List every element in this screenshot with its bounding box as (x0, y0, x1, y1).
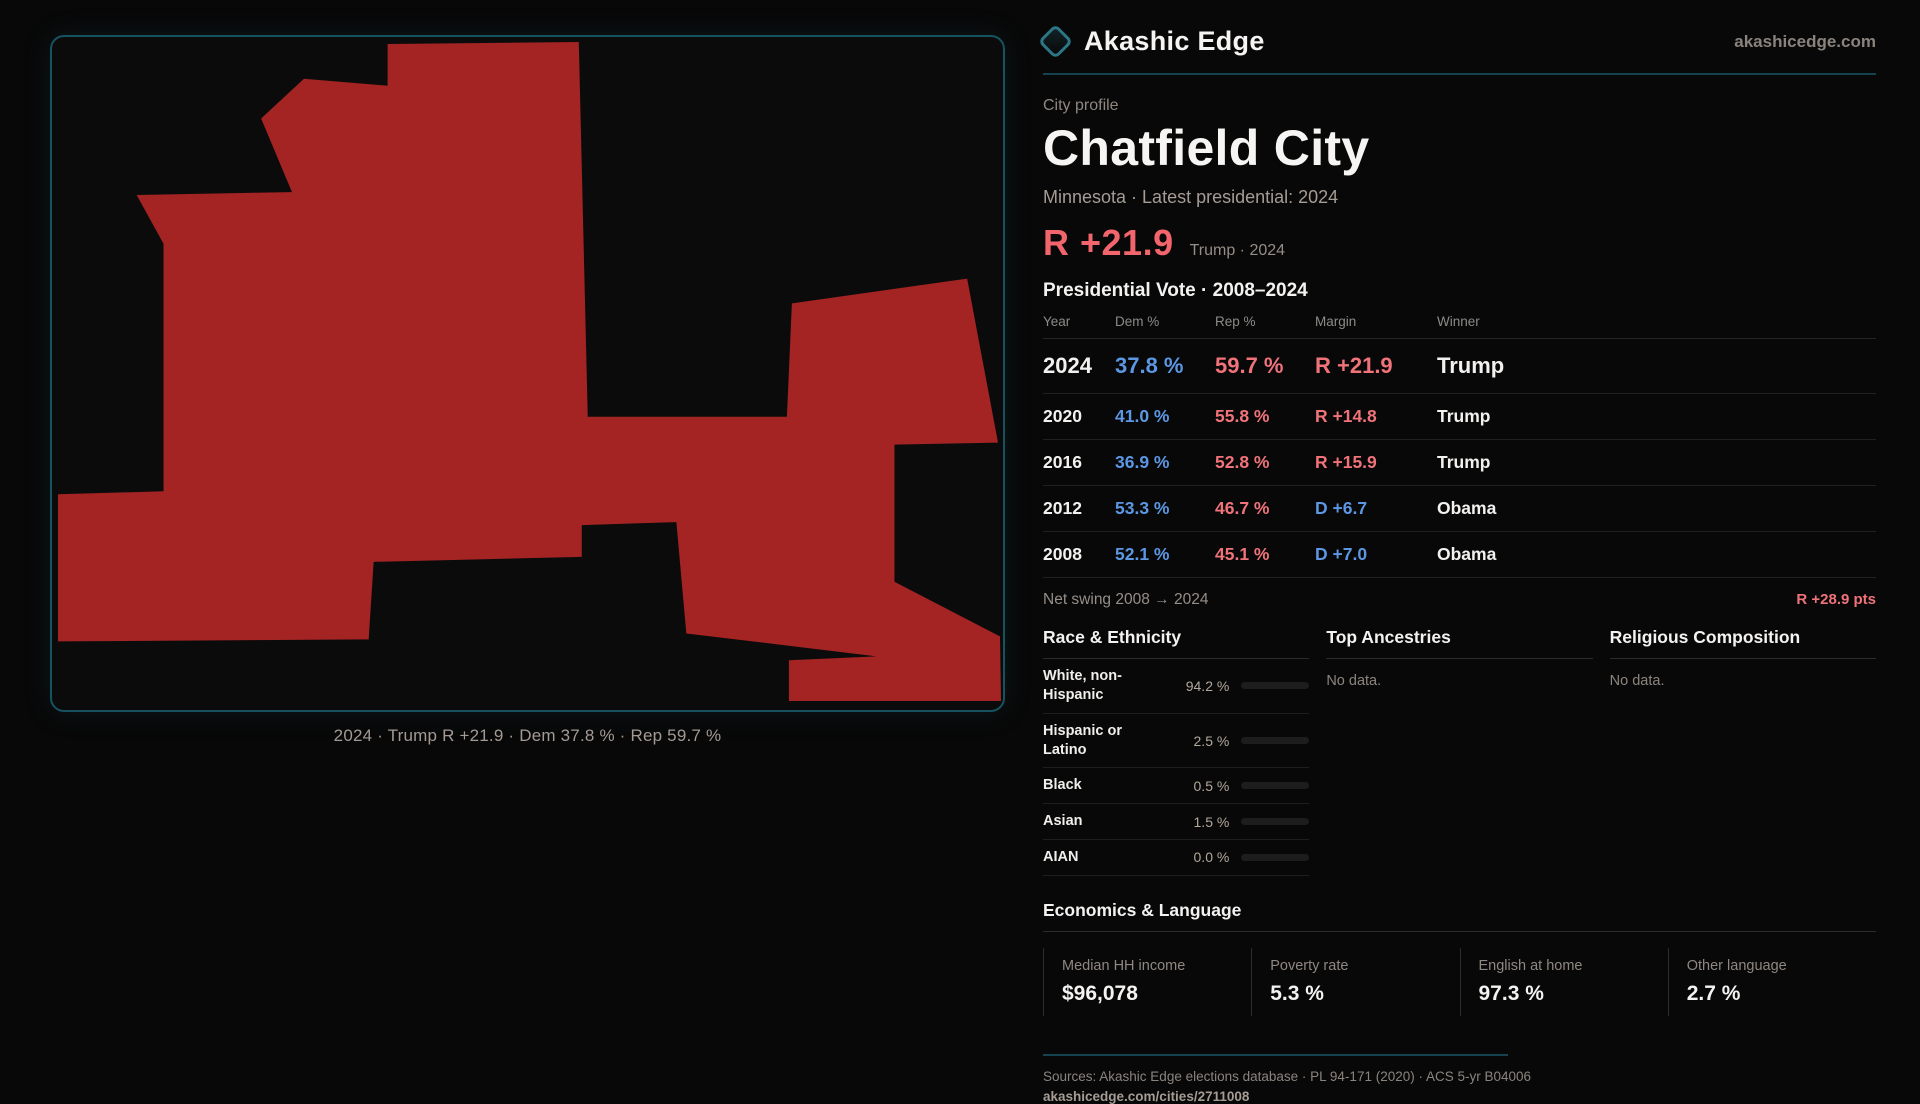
vote-row-2008 (1043, 532, 1876, 578)
page-subtitle: Minnesota · Latest presidential: 2024 (1043, 187, 1339, 207)
net-swing-value: R +28.9 pts (1796, 591, 1876, 608)
rep-cell: 55.8 % (1215, 406, 1270, 426)
stat-poverty-rate (1251, 948, 1459, 1016)
race-section (1043, 627, 1309, 876)
footer (1043, 1054, 1876, 1104)
headline-margin: R +21.9 (1043, 222, 1174, 263)
vote-table-title: Presidential Vote · 2008–2024 (1043, 280, 1308, 301)
dem-cell: 37.8 % (1115, 353, 1184, 378)
page-title: Chatfield City (1043, 120, 1370, 176)
winner-cell: Obama (1437, 544, 1497, 564)
winner-cell: Trump (1437, 452, 1491, 472)
column-header-dem: Dem % (1115, 314, 1160, 329)
vote-table-header (1043, 314, 1876, 339)
race-bar (1241, 782, 1309, 789)
ancestries-section (1326, 627, 1592, 876)
sources-text: Sources: Akashic Edge elections database · PL 94-171 (2020) · ACS 5-yr B04006 (1043, 1068, 1532, 1084)
site-domain-link[interactable]: akashicedge.com (1734, 31, 1876, 51)
race-bar (1241, 737, 1309, 744)
brand (1043, 26, 1265, 57)
stat-other-language (1668, 948, 1876, 1016)
stat-label: English at home (1478, 957, 1583, 974)
stat-value: 5.3 % (1270, 981, 1324, 1005)
stat-median-income (1043, 948, 1251, 1016)
city-boundary-polygon (58, 42, 1001, 701)
stat-english-at-home (1460, 948, 1668, 1016)
net-swing-label: Net swing 2008 → 2024 (1043, 591, 1209, 608)
margin-cell: R +15.9 (1315, 452, 1377, 472)
map-caption: 2024 · Trump R +21.9 · Dem 37.8 % · Rep 59.7 % (333, 726, 722, 745)
vote-row-2020 (1043, 394, 1876, 440)
year-cell: 2008 (1043, 544, 1082, 564)
race-value: 1.5 % (1193, 813, 1230, 830)
city-map-panel (50, 35, 1005, 712)
stat-label: Median HH income (1062, 957, 1186, 974)
vote-row-2016 (1043, 440, 1876, 486)
permalink-link[interactable]: akashicedge.com/cities/2711008 (1043, 1088, 1250, 1104)
year-cell: 2016 (1043, 452, 1082, 472)
race-value: 94.2 % (1185, 677, 1230, 694)
column-header-winner: Winner (1437, 314, 1480, 329)
dem-cell: 36.9 % (1115, 452, 1170, 472)
winner-cell: Trump (1437, 353, 1505, 378)
column-header-year: Year (1043, 314, 1071, 329)
city-map (52, 37, 1003, 710)
brand-name: Akashic Edge (1084, 26, 1265, 56)
brand-diamond-icon (1038, 24, 1073, 59)
dem-cell: 53.3 % (1115, 498, 1170, 518)
race-value: 0.0 % (1193, 849, 1230, 866)
race-row (1043, 768, 1309, 804)
religion-section (1610, 627, 1876, 876)
header (1043, 26, 1876, 75)
year-cell: 2024 (1043, 353, 1092, 378)
race-row (1043, 659, 1309, 714)
race-bar (1241, 854, 1309, 861)
race-value: 2.5 % (1193, 732, 1230, 749)
race-row (1043, 804, 1309, 840)
race-bar (1241, 682, 1309, 689)
stat-label: Poverty rate (1270, 957, 1349, 974)
headline (1043, 222, 1876, 264)
race-label: AIAN (1043, 849, 1079, 866)
dem-cell: 41.0 % (1115, 406, 1170, 426)
dem-cell: 52.1 % (1115, 544, 1170, 564)
year-cell: 2020 (1043, 406, 1082, 426)
footer-divider (1043, 1054, 1508, 1056)
headline-context: Trump · 2024 (1189, 242, 1286, 259)
margin-cell: R +21.9 (1315, 353, 1393, 378)
race-label: Asian (1043, 813, 1083, 830)
vote-row-2012 (1043, 486, 1876, 532)
column-header-rep: Rep % (1215, 314, 1256, 329)
race-bar (1241, 818, 1309, 825)
race-label: White, non-Hispanic (1043, 668, 1122, 703)
stat-value: $96,078 (1062, 981, 1138, 1005)
kicker: City profile (1043, 97, 1119, 114)
profile-panel (1043, 26, 1876, 1104)
race-row (1043, 714, 1309, 769)
rep-cell: 59.7 % (1215, 353, 1284, 378)
margin-cell: D +6.7 (1315, 498, 1368, 518)
winner-cell: Trump (1437, 406, 1491, 426)
year-cell: 2012 (1043, 498, 1082, 518)
race-row (1043, 840, 1309, 876)
column-header-margin: Margin (1315, 314, 1357, 329)
religion-empty-state: No data. (1609, 673, 1665, 689)
race-value: 0.5 % (1193, 777, 1230, 794)
economics-section-title: Economics & Language (1043, 900, 1876, 932)
ancestries-section-title: Top Ancestries (1326, 627, 1592, 659)
race-section-title: Race & Ethnicity (1043, 627, 1309, 659)
economics-stats (1043, 948, 1876, 1016)
winner-cell: Obama (1437, 498, 1497, 518)
stat-value: 2.7 % (1686, 981, 1741, 1005)
stat-value: 97.3 % (1478, 981, 1544, 1005)
margin-cell: R +14.8 (1315, 406, 1377, 426)
rep-cell: 46.7 % (1215, 498, 1270, 518)
rep-cell: 45.1 % (1215, 544, 1270, 564)
race-label: Hispanic or Latino (1043, 722, 1122, 758)
vote-table (1043, 314, 1876, 578)
vote-row-2024 (1043, 339, 1876, 394)
margin-cell: D +7.0 (1315, 544, 1368, 564)
rep-cell: 52.8 % (1215, 452, 1270, 472)
religion-section-title: Religious Composition (1610, 627, 1876, 659)
race-label: Black (1043, 777, 1082, 794)
ancestries-empty-state: No data. (1326, 673, 1382, 689)
stat-label: Other language (1686, 957, 1787, 974)
net-swing-row (1043, 591, 1876, 609)
